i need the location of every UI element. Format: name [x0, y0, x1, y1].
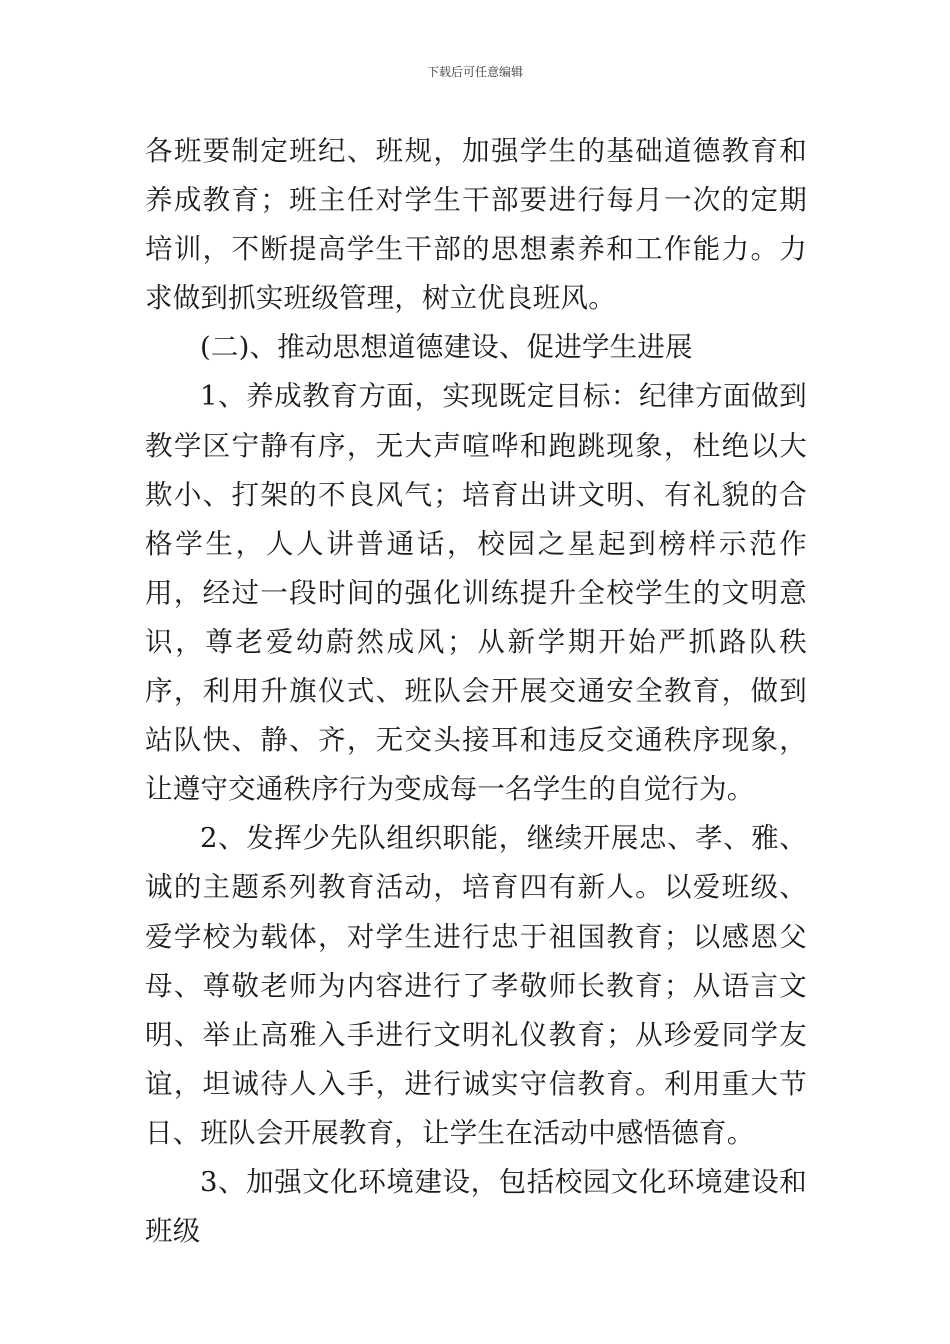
paragraph-class-management: 各班要制定班纪、班规，加强学生的基础道德教育和养成教育；班主任对学生干部要进行每月一次的定期培训，不断提高学生干部的思想素养和工作能力。力求做到抓实班级管理，树立优良班风。 — [145, 135, 807, 315]
document-body — [145, 127, 807, 1256]
paragraph-young-pioneers: 2、发挥少先队组织职能，继续开展忠、孝、雅、诚的主题系列教育活动，培育四有新人。以爱班级、爱学校为载体，对学生进行忠于祖国教育；以感恩父母、尊敬老师为内容进行了孝敬师长教育；从语言文明、举止高雅入手进行文明礼仪教育；从珍爱同学友谊，坦诚待人入手，进行诚实守信教育。利用重大节日、班队会开展教育，让学生在活动中感悟德育。 — [145, 822, 807, 1149]
paragraph-habit-education: 1、养成教育方面，实现既定目标：纪律方面做到教学区宁静有序，无大声喧哗和跑跳现象，杜绝以大欺小、打架的不良风气；培育出讲文明、有礼貌的合格学生，人人讲普通话，校园之星起到榜样示范作用，经过一段时间的强化训练提升全校学生的文明意识，尊老爱幼蔚然成风；从新学期开始严抓路队秩序，利用升旗仪式、班队会开展交通安全教育，做到站队快、静、齐，无交头接耳和违反交通秩序现象，让遵守交通秩序行为变成每一名学生的自觉行为。 — [145, 380, 807, 806]
section-heading-moral-building: (二)、推动思想道德建设、促进学生进展 — [200, 331, 693, 364]
page-header: 下载后可任意编辑 — [426, 65, 523, 79]
paragraph-cultural-environment: 3、加强文化环境建设，包括校园文化环境建设和班级 — [145, 1165, 807, 1248]
